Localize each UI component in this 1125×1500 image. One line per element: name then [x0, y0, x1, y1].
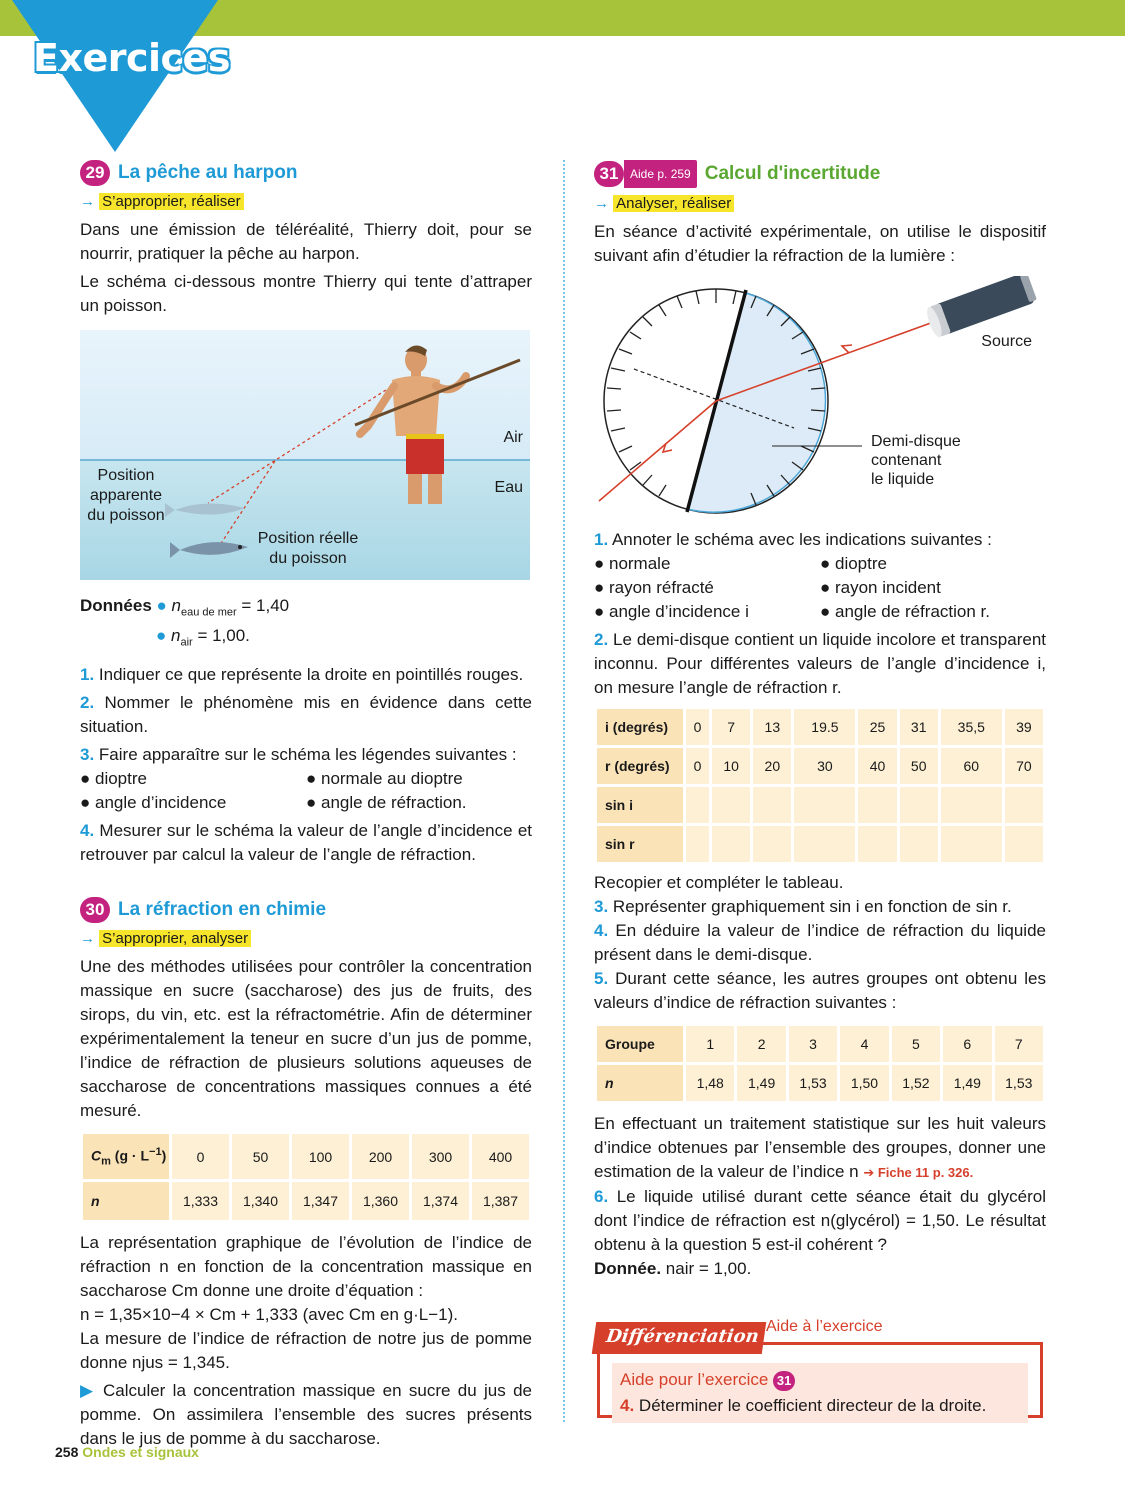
table-row	[597, 1026, 1043, 1062]
label-air: Air	[503, 429, 523, 446]
ex29-donnees	[80, 594, 532, 655]
diff-line1: Aide pour l’exercice	[620, 1370, 769, 1389]
table-cell: 70	[1005, 748, 1043, 784]
ex31-number: 31	[594, 161, 624, 187]
ex31-recopier: Recopier et compléter le tableau.	[594, 873, 844, 892]
ex30-table	[80, 1131, 532, 1223]
label-demi-1: Demi-disque	[871, 433, 961, 450]
table-cell: 1,49	[943, 1065, 991, 1101]
donnees-label: Données	[80, 596, 152, 615]
fiche-link[interactable]: ➔ Fiche 11 p. 326.	[863, 1165, 974, 1180]
d1-value: = 1,40	[236, 596, 290, 615]
table-cell: 1,48	[686, 1065, 734, 1101]
q-text: Représenter graphiquement sin i en fonction de sin r.	[608, 897, 1012, 916]
ex30-text1: La représentation graphique de l’évolution de l’indice de réfraction n en fonction de la concentration massique en saccharose Cm donne une droite d’équation :	[80, 1233, 532, 1301]
d2-sub: air	[180, 636, 193, 649]
aide-tag: Aide p. 259	[624, 160, 697, 188]
table-cell: 1,347	[292, 1182, 349, 1220]
ex29-skill	[80, 190, 532, 214]
ex30-text2: La mesure de l’indice de réfraction de notre jus de pomme donne njus = 1,345.	[80, 1329, 532, 1373]
table-cell: 19.5	[794, 709, 855, 745]
right-column	[594, 160, 1046, 1281]
label-demi-3: le liquide	[871, 471, 935, 488]
label-source: Source	[981, 333, 1032, 350]
ex31-q4	[594, 919, 1046, 967]
ex31-text5	[594, 1112, 1046, 1185]
differentiation-content	[612, 1363, 1028, 1423]
q-text: Indiquer ce que représente la droite en pointillés rouges.	[94, 664, 524, 684]
table-cell: 2	[737, 1026, 785, 1062]
label-apparent-1: Position	[97, 467, 155, 484]
harpoon-diagram	[80, 330, 530, 580]
list-item: ● angle d’incidence i	[594, 602, 749, 621]
table-cell: 1,53	[995, 1065, 1043, 1101]
donnee-value: nair = 1,00.	[661, 1259, 752, 1278]
table-header: i (degrés)	[597, 709, 683, 745]
table-cell: 31	[900, 709, 938, 745]
table-cell: 7	[995, 1026, 1043, 1062]
table-cell: 13	[753, 709, 791, 745]
air-region	[80, 330, 530, 460]
d2-symbol: n	[171, 626, 181, 646]
table-cell: 1,333	[172, 1182, 229, 1220]
table-cell: 20	[753, 748, 791, 784]
ex30-skill-label: S’approprier, analyser	[99, 930, 251, 947]
ex30-skill	[80, 927, 532, 951]
task-text: Calculer la concentration massique en sucre du jus de pomme. On assimilera l’ensemble des sucres présents dans le jus de pomme à du saccharose.	[80, 1381, 532, 1449]
bullet-icon: ●	[156, 626, 167, 646]
table-cell: 1,374	[412, 1182, 469, 1220]
table-cell: 400	[472, 1134, 529, 1179]
d2-value: = 1,00.	[192, 626, 250, 646]
section-name: Ondes et signaux	[82, 1444, 199, 1460]
label-eau: Eau	[494, 479, 523, 496]
ex30-title: La réfraction en chimie	[118, 898, 327, 920]
table-cell: 3	[789, 1026, 837, 1062]
text5-body: En effectuant un traitement statistique sur les huit valeurs d’indice obtenues par l’ensemble des groupes, donner une estimation de la valeur de l’indice n	[594, 1114, 1046, 1181]
table-header: sin r	[597, 826, 683, 862]
table-cell: 1,340	[232, 1182, 289, 1220]
q-number: 3.	[80, 744, 95, 764]
q-text: Annoter le schéma avec les indications suivantes :	[608, 530, 992, 549]
table-header: $C_m$ $(g \cdot L^{-1})$	[83, 1134, 169, 1179]
page-title: Exercices	[33, 36, 230, 80]
table-cell: 50	[232, 1134, 289, 1179]
table-cell: 10	[712, 748, 750, 784]
harpoon-figure	[80, 330, 530, 580]
table-header: Groupe	[597, 1026, 683, 1062]
table-cell: 50	[900, 748, 938, 784]
ex31-q1-list	[594, 552, 1046, 624]
list-item: ● normale au dioptre	[306, 768, 463, 788]
q-number: 5.	[594, 969, 609, 988]
ex30-intro: Une des méthodes utilisées pour contrôler la concentration massique en sucre (saccharose) des jus de fruits, des sirops, du vin, etc. est la réfractométrie. Afin de déterminer expérimentalement la teneur en sucre d’un jus de pomme, l’indice de réfraction de plusieurs solutions aqueuses de saccharose de concentrations massiques connues a été mesuré.	[80, 956, 532, 1120]
ex29-intro2: Le schéma ci-dessous montre Thierry qui tente d’attraper un poisson.	[80, 272, 532, 315]
d1-symbol: n	[171, 596, 182, 615]
ex31-title: Calcul d'incertitude	[704, 163, 881, 184]
row-head-text: n	[605, 1075, 614, 1091]
label-apparent-3: du poisson	[87, 507, 165, 524]
q-text: En déduire la valeur de l’indice de réfraction du liquide présent dans le demi-disque.	[594, 921, 1046, 964]
q-text: Le liquide utilisé durant cette séance était du glycérol dont l’indice de réfraction est n(glycérol) = 1,50. Le résultat obtenu à la question 5 est-il cohérent ?	[594, 1187, 1046, 1254]
ex30-number: 30	[80, 897, 110, 923]
ex31-header	[594, 160, 1046, 188]
table-row	[83, 1182, 529, 1220]
table-cell: 1,360	[352, 1182, 409, 1220]
list-item: ● rayon incident	[820, 578, 941, 597]
q-number: 2.	[80, 692, 95, 712]
table-cell: 300	[412, 1134, 469, 1179]
ex31-q3	[594, 895, 1046, 919]
table-header	[597, 1065, 683, 1101]
refraction-figure	[594, 276, 1044, 516]
table-cell: 30	[794, 748, 855, 784]
q-number: 4.	[620, 1396, 635, 1415]
ex31-skill	[594, 192, 1046, 216]
ex30-equation: n = 1,35×10−4 × Cm + 1,333 (avec Cm en g·L−1).	[80, 1305, 459, 1325]
table-cell: 6	[943, 1026, 991, 1062]
table-cell: 35,5	[941, 709, 1002, 745]
list-item: ● angle d’incidence	[80, 792, 227, 812]
d1-sub: eau de mer	[181, 606, 237, 619]
label-demi-2: contenant	[871, 452, 942, 469]
page-footer	[55, 1444, 199, 1460]
list-item: ● normale	[594, 554, 671, 573]
ex29-intro1: Dans une émission de téléréalité, Thierry doit, pour se nourrir, pratiquer la pêche au harpon.	[80, 220, 532, 263]
list-item: ● rayon réfracté	[594, 578, 714, 597]
donnee-label: Donnée.	[594, 1259, 662, 1278]
table-cell: 1	[686, 1026, 734, 1062]
ex30-task	[80, 1379, 532, 1451]
q-text: Faire apparaître sur le schéma les légendes suivantes :	[94, 744, 517, 764]
ex29-number: 29	[80, 160, 110, 186]
table-cell: 0	[172, 1134, 229, 1179]
ex31-intro: En séance d’activité expérimentale, on utilise le dispositif suivant afin d’étudier la réfraction de la lumière :	[594, 222, 1046, 265]
table-cell: 0	[686, 748, 709, 784]
q-text: Déterminer le coefficient directeur de la droite.	[634, 1396, 987, 1415]
bullet-icon: ●	[156, 596, 167, 615]
table-cell: 1,387	[472, 1182, 529, 1220]
table-row	[597, 1065, 1043, 1101]
row-head-text: n	[91, 1193, 100, 1210]
table-cell: 40	[858, 748, 896, 784]
list-item: ● angle de réfraction.	[306, 792, 467, 812]
refraction-diagram	[594, 276, 1044, 516]
list-item: ● dioptre	[80, 768, 147, 788]
q-text: Le demi-disque contient un liquide incolore et transparent inconnu. Pour différentes valeurs de l’angle d’incidence i, on mesure l’angle de réfraction r.	[594, 630, 1046, 697]
table-row	[597, 748, 1043, 784]
table-cell: 1,53	[789, 1065, 837, 1101]
q-number: 3.	[594, 897, 609, 916]
q-number: 4.	[80, 820, 95, 840]
table-header	[83, 1182, 169, 1220]
q-number: 2.	[594, 630, 609, 649]
q-number: 1.	[594, 530, 609, 549]
table-row	[597, 709, 1043, 745]
table-header: r (degrés)	[597, 748, 683, 784]
skill-arrow-icon: →	[80, 193, 95, 210]
table-cell: 7	[712, 709, 750, 745]
q-number: 4.	[594, 921, 609, 940]
ex30-header	[80, 897, 532, 923]
table-cell: 1,52	[892, 1065, 940, 1101]
diff-ex-number: 31	[773, 1371, 795, 1391]
light-source-illustration	[924, 276, 1037, 339]
label-real-2: du poisson	[269, 550, 347, 567]
q-number: 6.	[594, 1187, 609, 1206]
ex31-skill-label: Analyser, réaliser	[613, 195, 734, 212]
table-row	[597, 787, 1043, 823]
table-cell: 25	[858, 709, 896, 745]
differentiation-sublabel: Aide à l’exercice	[766, 1318, 883, 1335]
label-apparent-2: apparente	[89, 487, 163, 504]
ex31-q1	[594, 528, 1046, 552]
table-cell: 100	[292, 1134, 349, 1179]
task-arrow-icon: ▶	[80, 1381, 96, 1401]
ex31-q2	[594, 628, 1046, 700]
table-cell: 5	[892, 1026, 940, 1062]
table-row	[83, 1134, 529, 1179]
table-cell: 0	[686, 709, 709, 745]
table-cell: 1,50	[840, 1065, 888, 1101]
ex29-q4	[80, 819, 532, 867]
table-cell: 1,49	[737, 1065, 785, 1101]
ex29-q3-list	[80, 767, 532, 815]
ex29-title: La pêche au harpon	[118, 162, 298, 183]
ex31-q5	[594, 967, 1046, 1015]
ex31-q6	[594, 1185, 1046, 1257]
ex29-q1	[80, 663, 532, 687]
skill-arrow-icon: →	[80, 929, 95, 947]
page-number: 258	[55, 1444, 79, 1460]
table-cell: 200	[352, 1134, 409, 1179]
ex31-donnee	[594, 1257, 1046, 1281]
ex29-q3	[80, 743, 532, 767]
table-row	[597, 826, 1043, 862]
skill-arrow-icon: →	[594, 195, 609, 212]
ex29-q2	[80, 691, 532, 739]
ex29-header	[80, 160, 532, 186]
left-column	[80, 160, 532, 1451]
table-cell: 4	[840, 1026, 888, 1062]
q-text: Durant cette séance, les autres groupes ont obtenu les valeurs d’indice de réfraction suivantes :	[594, 969, 1046, 1012]
ex31-table-groups	[594, 1023, 1046, 1104]
table-cell: 39	[1005, 709, 1043, 745]
differentiation-label: Différenciation	[592, 1322, 766, 1354]
ex31-table-angles	[594, 706, 1046, 865]
ex29-skill-label: S’approprier, réaliser	[99, 193, 243, 210]
q-number: 1.	[80, 664, 95, 684]
table-header: sin i	[597, 787, 683, 823]
q-text: Nommer le phénomène mis en évidence dans cette situation.	[80, 692, 532, 736]
list-item: ● angle de réfraction r.	[820, 602, 990, 621]
list-item: ● dioptre	[820, 554, 887, 573]
table-cell: 60	[941, 748, 1002, 784]
label-real-1: Position réelle	[257, 530, 359, 547]
q-text: Mesurer sur le schéma la valeur de l’angle d’incidence et retrouver par calcul la valeur de l’angle de réfraction.	[80, 820, 532, 864]
column-divider	[563, 160, 565, 1422]
